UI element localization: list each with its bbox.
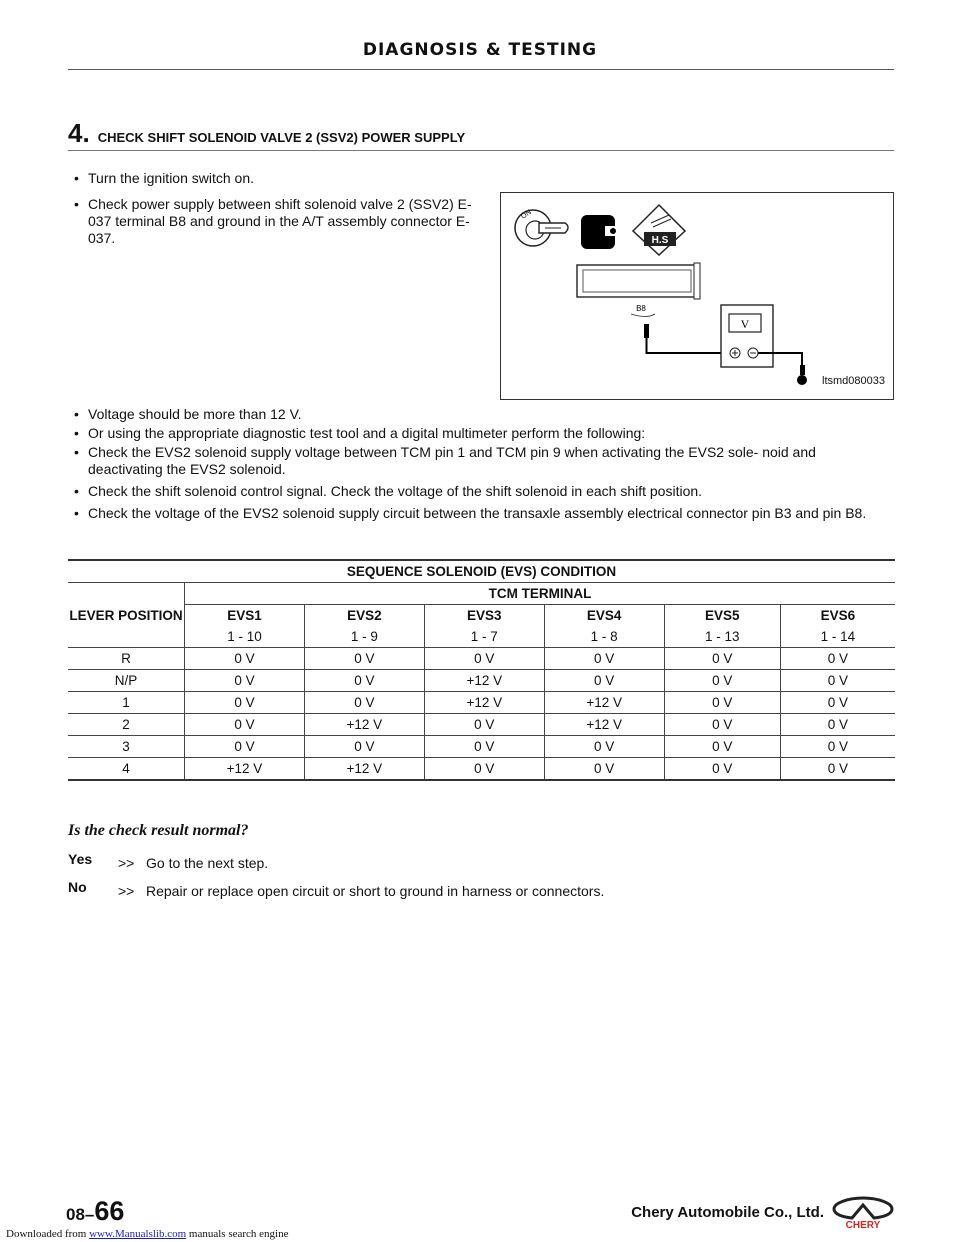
- page-header-title: DIAGNOSIS & TESTING: [362, 40, 598, 60]
- voltage-cell: 0 V: [185, 670, 305, 692]
- header-divider: [68, 69, 894, 70]
- answer-no: [68, 879, 605, 899]
- table-title: SEQUENCE SOLENOID (EVS) CONDITION: [346, 564, 617, 579]
- figure-code: ltsmd080033: [822, 375, 885, 387]
- table-row: [68, 714, 895, 736]
- column-header: EVS4: [544, 605, 664, 627]
- voltage-cell: 0 V: [424, 758, 544, 781]
- voltage-cell: 0 V: [304, 736, 424, 758]
- voltage-cell: +12 V: [544, 692, 664, 714]
- check-question: Is the check result normal?: [68, 822, 249, 839]
- evs-condition-table: [68, 559, 895, 781]
- tcm-terminal-header: TCM TERMINAL: [185, 583, 896, 605]
- voltage-cell: 0 V: [664, 648, 780, 670]
- voltage-cell: 0 V: [424, 714, 544, 736]
- battery-icon: [581, 215, 619, 249]
- answer-arrow: >>: [118, 883, 135, 899]
- ground-icon: [797, 375, 807, 385]
- voltage-cell: 0 V: [780, 692, 895, 714]
- answer-yes: [68, 851, 269, 871]
- voltage-cell: 0 V: [780, 648, 895, 670]
- pin-cell: 1 - 10: [185, 626, 305, 648]
- page-number-value: 66: [94, 1196, 125, 1226]
- download-footer: [6, 1228, 288, 1240]
- table-row: [68, 736, 895, 758]
- download-suffix: manuals search engine: [188, 1228, 289, 1240]
- instruction-item: • Check the voltage of the EVS2 solenoid supply circuit between the transaxle assembly electrical connector pin B3 and pin B8.: [74, 505, 886, 522]
- table-row: [68, 648, 895, 670]
- lever-cell: 4: [68, 758, 185, 781]
- column-header: EVS3: [424, 605, 544, 627]
- voltage-cell: 0 V: [185, 714, 305, 736]
- voltage-cell: 0 V: [664, 758, 780, 781]
- voltage-cell: 0 V: [185, 692, 305, 714]
- lever-position-header: LEVER POSITION: [68, 583, 185, 648]
- download-prefix: Downloaded from: [6, 1228, 87, 1240]
- lever-cell: R: [68, 648, 185, 670]
- company-name: Chery Automobile Co., Ltd.: [631, 1204, 824, 1221]
- column-header: EVS6: [780, 605, 895, 627]
- answer-key: Yes: [68, 851, 93, 867]
- lever-cell: 3: [68, 736, 185, 758]
- voltage-cell: 0 V: [780, 736, 895, 758]
- lock-symbol-label: H.S: [651, 235, 669, 246]
- manualslib-link[interactable]: www.Manualslib.com: [89, 1228, 187, 1240]
- pin-cell: 1 - 7: [424, 626, 544, 648]
- pin-b8-label: B8: [636, 304, 646, 313]
- wiring-diagram: [501, 193, 895, 401]
- answer-text: Go to the next step.: [146, 855, 269, 871]
- probe-tip: [644, 324, 649, 338]
- voltage-cell: 0 V: [780, 714, 895, 736]
- instruction-item: • Voltage should be more than 12 V.: [74, 406, 886, 423]
- instruction-item: • Check the EVS2 solenoid supply voltage between TCM pin 1 and TCM pin 9 when activating the EVS2 sole- noid and deactivating the EVS2 solenoid.: [74, 444, 886, 478]
- voltage-cell: +12 V: [185, 758, 305, 781]
- pin-cell: 1 - 14: [820, 629, 856, 644]
- voltage-cell: 0 V: [664, 670, 780, 692]
- chery-logo-icon: [830, 1195, 896, 1231]
- ground-probe: [800, 365, 805, 375]
- voltage-cell: 0 V: [664, 736, 780, 758]
- pin-bracket: [631, 314, 655, 317]
- probe-wire: [647, 338, 734, 353]
- voltage-cell: 0 V: [304, 692, 424, 714]
- voltage-cell: 0 V: [424, 648, 544, 670]
- lock-symbol-icon: [633, 205, 685, 255]
- lever-cell: N/P: [68, 670, 185, 692]
- step-title: CHECK SHIFT SOLENOID VALVE 2 (SSV2) POWER SUPPLY: [97, 130, 466, 145]
- voltage-cell: 0 V: [185, 736, 305, 758]
- page-number: [66, 1196, 124, 1227]
- column-header: EVS5: [664, 605, 780, 627]
- connector-icon: [577, 263, 700, 299]
- voltage-cell: +12 V: [424, 670, 544, 692]
- step-number: 4.: [68, 118, 90, 148]
- voltage-cell: 0 V: [185, 648, 305, 670]
- key-on-label: ON: [520, 208, 533, 221]
- instruction-item: • Or using the appropriate diagnostic test tool and a digital multimeter perform the following:: [74, 425, 886, 442]
- voltage-cell: +12 V: [424, 692, 544, 714]
- instruction-item: • Check power supply between shift solenoid valve 2 (SSV2) E-037 terminal B8 and ground in the A/T assembly connector E-037.: [74, 196, 472, 247]
- step-divider: [68, 150, 894, 151]
- answer-text: Repair or replace open circuit or short to ground in harness or connectors.: [146, 883, 605, 899]
- voltage-cell: +12 V: [304, 758, 424, 781]
- voltage-cell: +12 V: [544, 714, 664, 736]
- voltage-cell: 0 V: [544, 648, 664, 670]
- voltage-cell: 0 V: [304, 670, 424, 692]
- column-header: EVS1: [185, 605, 305, 627]
- table-row: [68, 670, 895, 692]
- voltage-cell: 0 V: [664, 714, 780, 736]
- voltmeter-icon: [721, 305, 773, 367]
- instruction-item: • Turn the ignition switch on.: [74, 170, 472, 187]
- instruction-list-bottom: [74, 406, 886, 524]
- voltage-cell: +12 V: [304, 714, 424, 736]
- lever-cell: 2: [68, 714, 185, 736]
- voltage-cell: 0 V: [780, 670, 895, 692]
- step-heading: [68, 118, 465, 149]
- pin-cell: 1 - 9: [304, 626, 424, 648]
- lever-cell: 1: [68, 692, 185, 714]
- page-section: 08–: [66, 1205, 95, 1224]
- instruction-item: • Check the shift solenoid control signal. Check the voltage of the shift solenoid in each shift position.: [74, 483, 886, 500]
- pin-cell: 1 - 13: [664, 626, 780, 648]
- voltage-cell: 0 V: [304, 648, 424, 670]
- voltage-cell: 0 V: [664, 692, 780, 714]
- voltage-cell: 0 V: [544, 670, 664, 692]
- pin-cell: 1 - 8: [544, 626, 664, 648]
- voltage-cell: 0 V: [780, 758, 895, 781]
- table-row: [68, 692, 895, 714]
- logo-text: CHERY: [845, 1220, 881, 1231]
- voltage-cell: 0 V: [544, 758, 664, 781]
- voltage-cell: 0 V: [424, 736, 544, 758]
- wiring-diagram-figure: [500, 192, 894, 400]
- voltmeter-label: V: [740, 317, 750, 331]
- column-header: EVS2: [304, 605, 424, 627]
- answer-arrow: >>: [118, 855, 135, 871]
- table-row: [68, 758, 895, 781]
- voltage-cell: 0 V: [544, 736, 664, 758]
- ignition-key-icon: [515, 209, 568, 246]
- answer-key: No: [68, 879, 87, 895]
- instruction-list-top: [74, 170, 472, 256]
